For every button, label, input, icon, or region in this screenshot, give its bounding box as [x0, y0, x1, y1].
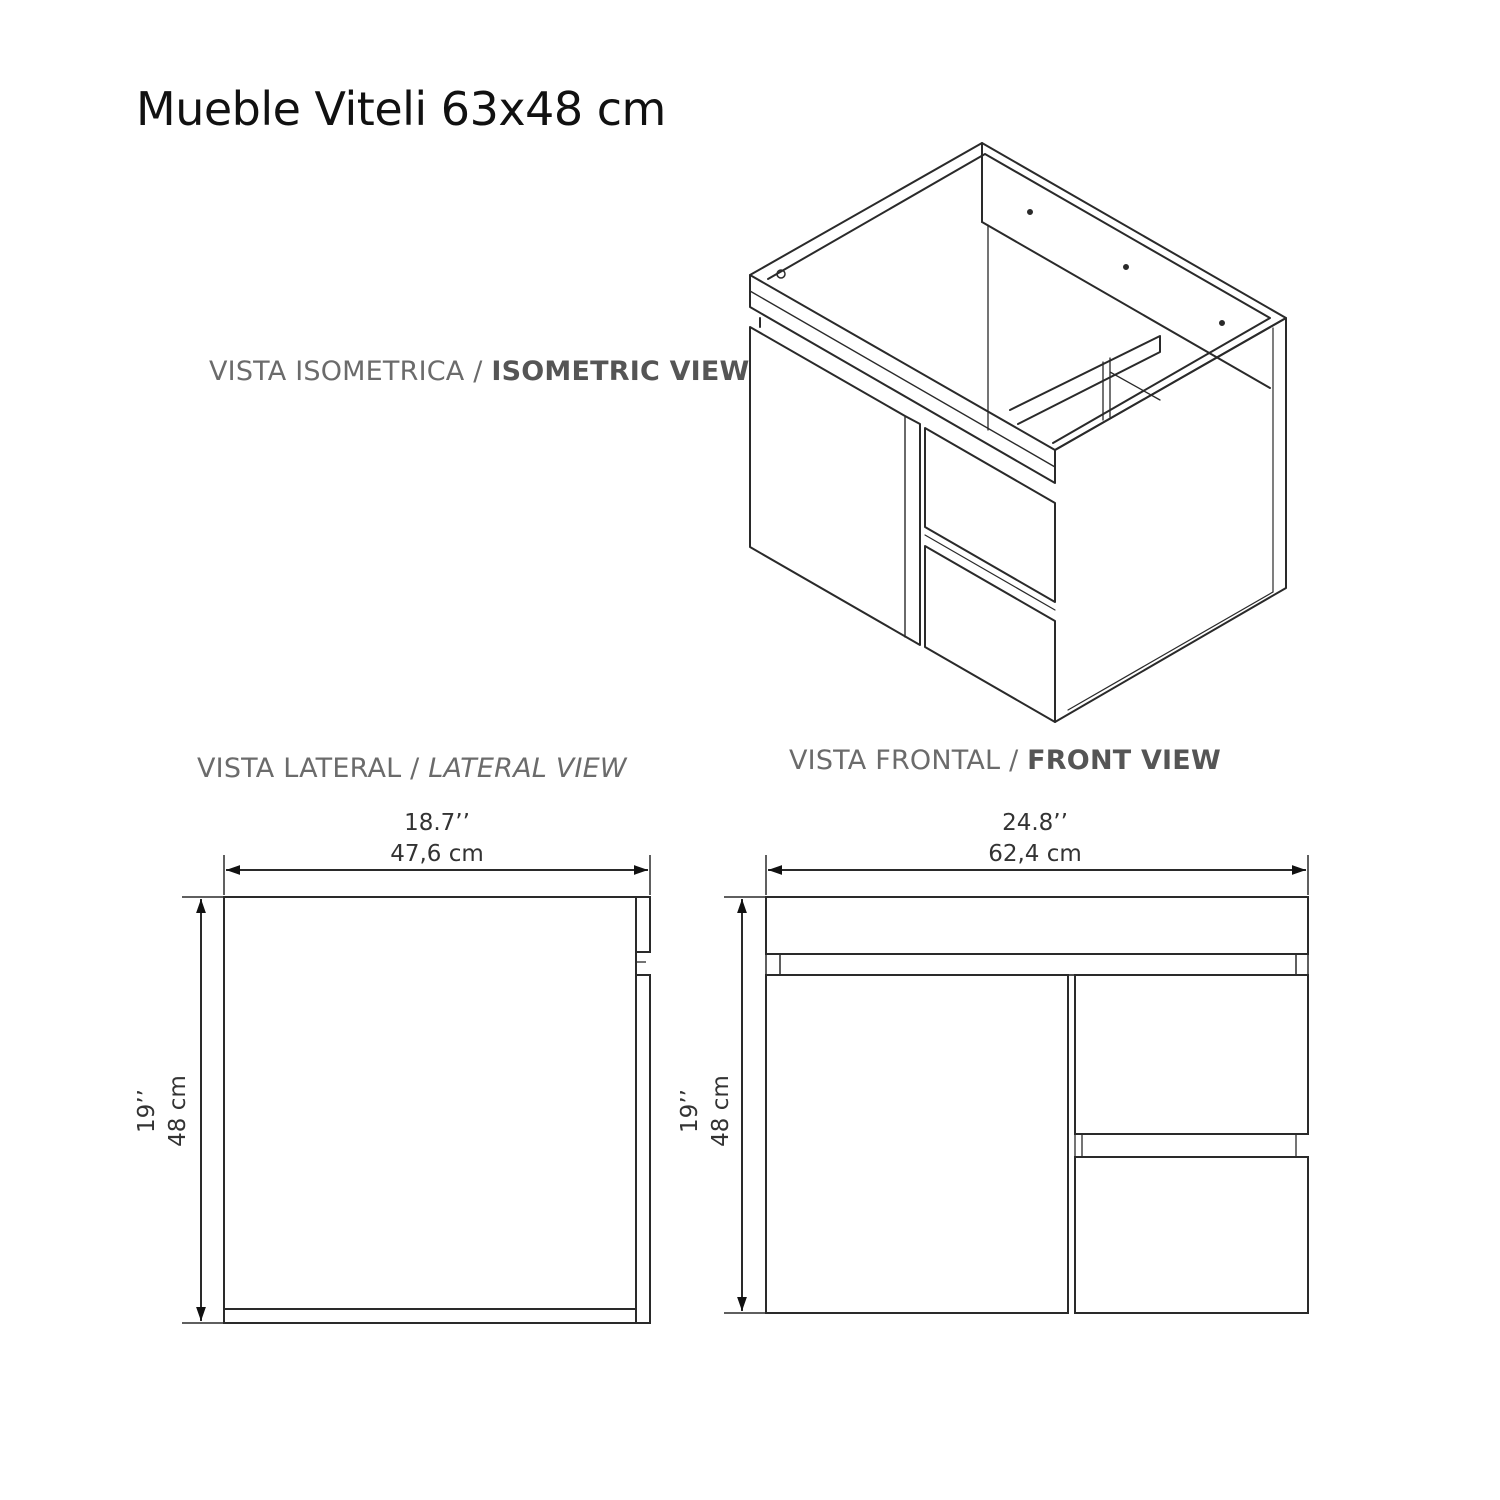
front-width-cm: 62,4 cm: [988, 841, 1082, 867]
iso-top-rim: [750, 143, 1286, 450]
lateral-body: [224, 897, 636, 1323]
isometric-cabinet: [750, 143, 1286, 722]
front-height-cm: 48 cm: [708, 1075, 734, 1147]
label-separator: /: [401, 753, 429, 784]
page-title: Mueble Viteli 63x48 cm: [136, 82, 666, 136]
front-label-en: FRONT VIEW: [1027, 745, 1221, 776]
lateral-width-inches: 18.7’’: [404, 810, 470, 836]
front-top-drawer: [1075, 975, 1308, 1134]
front-door: [766, 975, 1068, 1313]
label-separator: /: [1000, 745, 1028, 776]
front-width-inches: 24.8’’: [1002, 810, 1068, 836]
iso-interior-shelf: [1010, 336, 1160, 424]
lateral-height-cm: 48 cm: [165, 1075, 191, 1147]
front-label-es: VISTA FRONTAL: [789, 745, 1001, 776]
lateral-label-es: VISTA LATERAL: [197, 753, 402, 784]
iso-top-drawer: [925, 428, 1055, 602]
front-top-rail: [766, 897, 1308, 954]
lateral-height-inches: 19’’: [134, 1089, 160, 1133]
front-height-inches: 19’’: [677, 1089, 703, 1133]
isometric-label-es: VISTA ISOMETRICA: [209, 356, 465, 387]
lateral-width-cm: 47,6 cm: [390, 841, 484, 867]
front-bottom-drawer: [1075, 1157, 1308, 1313]
lateral-view-drawing: [182, 855, 650, 1323]
label-separator: /: [464, 356, 492, 387]
iso-top-rim-inner: [768, 154, 1270, 443]
lateral-label-en: LATERAL VIEW: [428, 753, 627, 784]
iso-right-side: [1055, 318, 1286, 722]
front-view-drawing: [724, 855, 1308, 1313]
isometric-label-en: ISOMETRIC VIEW: [491, 356, 750, 387]
